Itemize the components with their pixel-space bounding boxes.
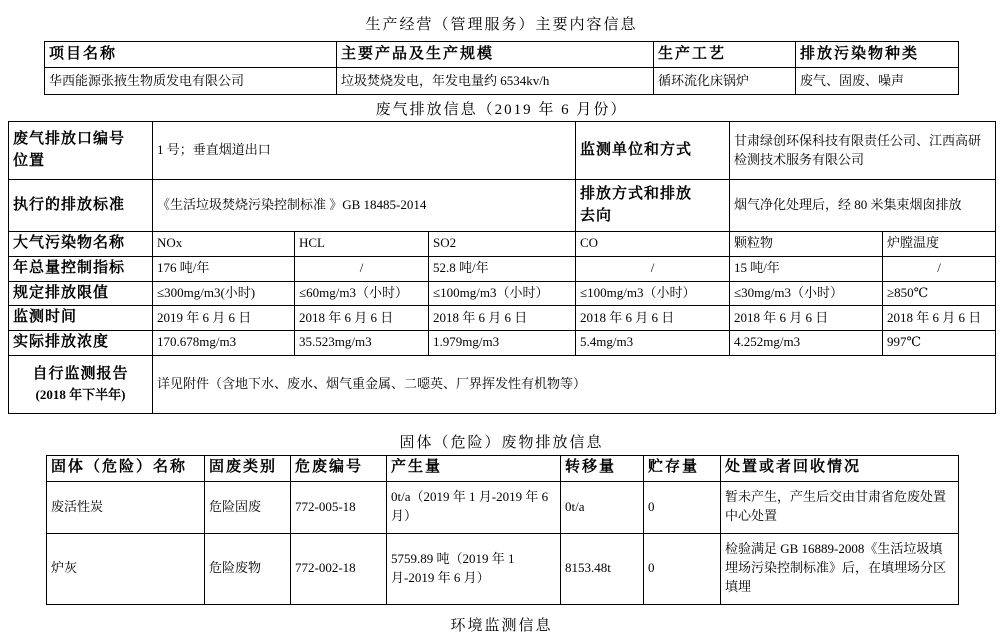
env-section-title: 环境监测信息: [450, 617, 553, 634]
production-info-table: [44, 41, 959, 95]
waste-code-cell: 772-002-18: [291, 533, 387, 604]
annual-quota-hcl: /: [295, 256, 429, 281]
header-pollutant-types: 排放污染物种类: [796, 42, 959, 68]
solid-waste-table: [46, 455, 959, 605]
production-header-row: [45, 42, 959, 68]
date-furnace-temp: 2018 年 6 月 6 日: [883, 306, 996, 331]
waste-header-transferred: 转移量: [561, 455, 644, 481]
self-report-label: [9, 355, 153, 413]
date-hcl: 2018 年 6 月 6 日: [295, 306, 429, 331]
limit-label: 规定排放限值: [9, 281, 153, 306]
discharge-label-line1: 排放方式和排放: [580, 185, 693, 202]
actual-hcl: 35.523mg/m3: [295, 331, 429, 356]
date-co: 2018 年 6 月 6 日: [576, 306, 730, 331]
waste-category-cell: 危险固废: [205, 481, 291, 533]
waste-header-code: 危废编号: [291, 455, 387, 481]
pollutant-nox: NOx: [153, 232, 295, 257]
limit-nox: ≤300mg/m3(小时): [153, 281, 295, 306]
gas-emission-table: [8, 121, 996, 414]
waste-section-title: 固体（危险）废物排放信息: [399, 434, 604, 451]
pollutant-furnace-temp: 炉膛温度: [883, 232, 996, 257]
pollutant-hcl: HCL: [295, 232, 429, 257]
waste-header-name: 固体（危险）名称: [47, 455, 205, 481]
monitor-unit-value-cell: 甘肃绿创环保科技有限责任公司、江西高研检测技术服务有限公司: [730, 122, 996, 180]
actual-so2: 1.979mg/m3: [429, 331, 576, 356]
waste-transferred-cell: 8153.48t: [561, 533, 644, 604]
annual-quota-nox: 176 吨/年: [153, 256, 295, 281]
waste-stored-cell: 0: [644, 481, 721, 533]
outlet-label-line1: 废气排放口编号: [13, 130, 126, 147]
actual-concentration-label: 实际排放浓度: [9, 331, 153, 356]
discharge-value-cell: 烟气净化处理后，经 80 米集束烟囱排放: [730, 180, 996, 232]
waste-disposal-cell: 暂未产生，产生后交由甘肃省危废处置中心处置: [721, 481, 959, 533]
waste-disposal-cell: 检验满足 GB 16889-2008《生活垃圾填埋场污染控制标准》后，在填埋场分区填埋: [721, 533, 959, 604]
waste-stored-cell: 0: [644, 533, 721, 604]
date-so2: 2018 年 6 月 6 日: [429, 306, 576, 331]
gas-section-title: 废气排放信息（2019 年 6 月份）: [375, 102, 628, 118]
waste-row-activated-carbon: [47, 481, 959, 533]
actual-particulate: 4.252mg/m3: [730, 331, 883, 356]
waste-produced-cell: 0t/a（2019 年 1 月-2019 年 6 月）: [387, 481, 561, 533]
annual-quota-label: 年总量控制指标: [9, 256, 153, 281]
actual-concentration-row: [9, 331, 996, 356]
annual-quota-co: /: [576, 256, 730, 281]
actual-nox: 170.678mg/m3: [153, 331, 295, 356]
limit-furnace-temp: ≥850℃: [883, 281, 996, 306]
self-report-value-cell: 详见附件（含地下水、废水、烟气重金属、二噁英、厂界挥发性有机物等）: [153, 355, 996, 413]
waste-produced-cell: 5759.89 吨（2019 年 1 月-2019 年 6 月）: [387, 533, 561, 604]
standard-row: [9, 180, 996, 232]
waste-name-cell: 废活性炭: [47, 481, 205, 533]
waste-header-row: [47, 455, 959, 481]
outlet-label: [9, 122, 153, 180]
waste-row-furnace-ash: [47, 533, 959, 604]
waste-header-category: 固废类别: [205, 455, 291, 481]
self-report-row: [9, 355, 996, 413]
annual-quota-so2: 52.8 吨/年: [429, 256, 576, 281]
limit-co: ≤100mg/m3（小时）: [576, 281, 730, 306]
pollutant-types-cell: 废气、固废、噪声: [796, 68, 959, 95]
waste-name-cell: 炉灰: [47, 533, 205, 604]
waste-transferred-cell: 0t/a: [561, 481, 644, 533]
header-process: 生产工艺: [654, 42, 796, 68]
discharge-label: [576, 180, 730, 232]
waste-category-cell: 危险废物: [205, 533, 291, 604]
standard-label: 执行的排放标准: [9, 180, 153, 232]
limit-so2: ≤100mg/m3（小时）: [429, 281, 576, 306]
process-cell: 循环流化床锅炉: [654, 68, 796, 95]
actual-co: 5.4mg/m3: [576, 331, 730, 356]
waste-code-cell: 772-005-18: [291, 481, 387, 533]
pollutant-co: CO: [576, 232, 730, 257]
pollutant-name-row: [9, 232, 996, 257]
products-scale-cell: 垃圾焚烧发电，年发电量约 6534kv/h: [337, 68, 654, 95]
annual-quota-row: [9, 256, 996, 281]
annual-quota-furnace-temp: /: [883, 256, 996, 281]
header-project-name: 项目名称: [45, 42, 337, 68]
header-products-scale: 主要产品及生产规模: [337, 42, 654, 68]
self-report-label-line1: 自行监测报告: [32, 365, 129, 382]
company-name-cell: 华西能源张掖生物质发电有限公司: [45, 68, 337, 95]
waste-header-stored: 贮存量: [644, 455, 721, 481]
self-report-label-line2: (2018 年下半年): [35, 386, 126, 402]
monitor-date-label: 监测时间: [9, 306, 153, 331]
production-data-row: [45, 68, 959, 95]
date-particulate: 2018 年 6 月 6 日: [730, 306, 883, 331]
waste-header-produced: 产生量: [387, 455, 561, 481]
outlet-label-line2: 位置: [13, 152, 46, 169]
monitor-date-row: [9, 306, 996, 331]
discharge-label-line2: 去向: [580, 207, 613, 224]
pollutant-name-label: 大气污染物名称: [9, 232, 153, 257]
monitor-unit-label: 监测单位和方式: [576, 122, 730, 180]
pollutant-particulate: 颗粒物: [730, 232, 883, 257]
date-nox: 2019 年 6 月 6 日: [153, 306, 295, 331]
actual-furnace-temp: 997℃: [883, 331, 996, 356]
annual-quota-particulate: 15 吨/年: [730, 256, 883, 281]
outlet-row: [9, 122, 996, 180]
limit-hcl: ≤60mg/m3（小时）: [295, 281, 429, 306]
pollutant-so2: SO2: [429, 232, 576, 257]
limit-row: [9, 281, 996, 306]
waste-header-disposal: 处置或者回收情况: [721, 455, 959, 481]
main-title: 生产经营（管理服务）主要内容信息: [365, 17, 638, 33]
standard-value-cell: 《生活垃圾焚烧污染控制标准 》GB 18485-2014: [153, 180, 576, 232]
outlet-value-cell: 1 号；垂直烟道出口: [153, 122, 576, 180]
limit-particulate: ≤30mg/m3（小时）: [730, 281, 883, 306]
